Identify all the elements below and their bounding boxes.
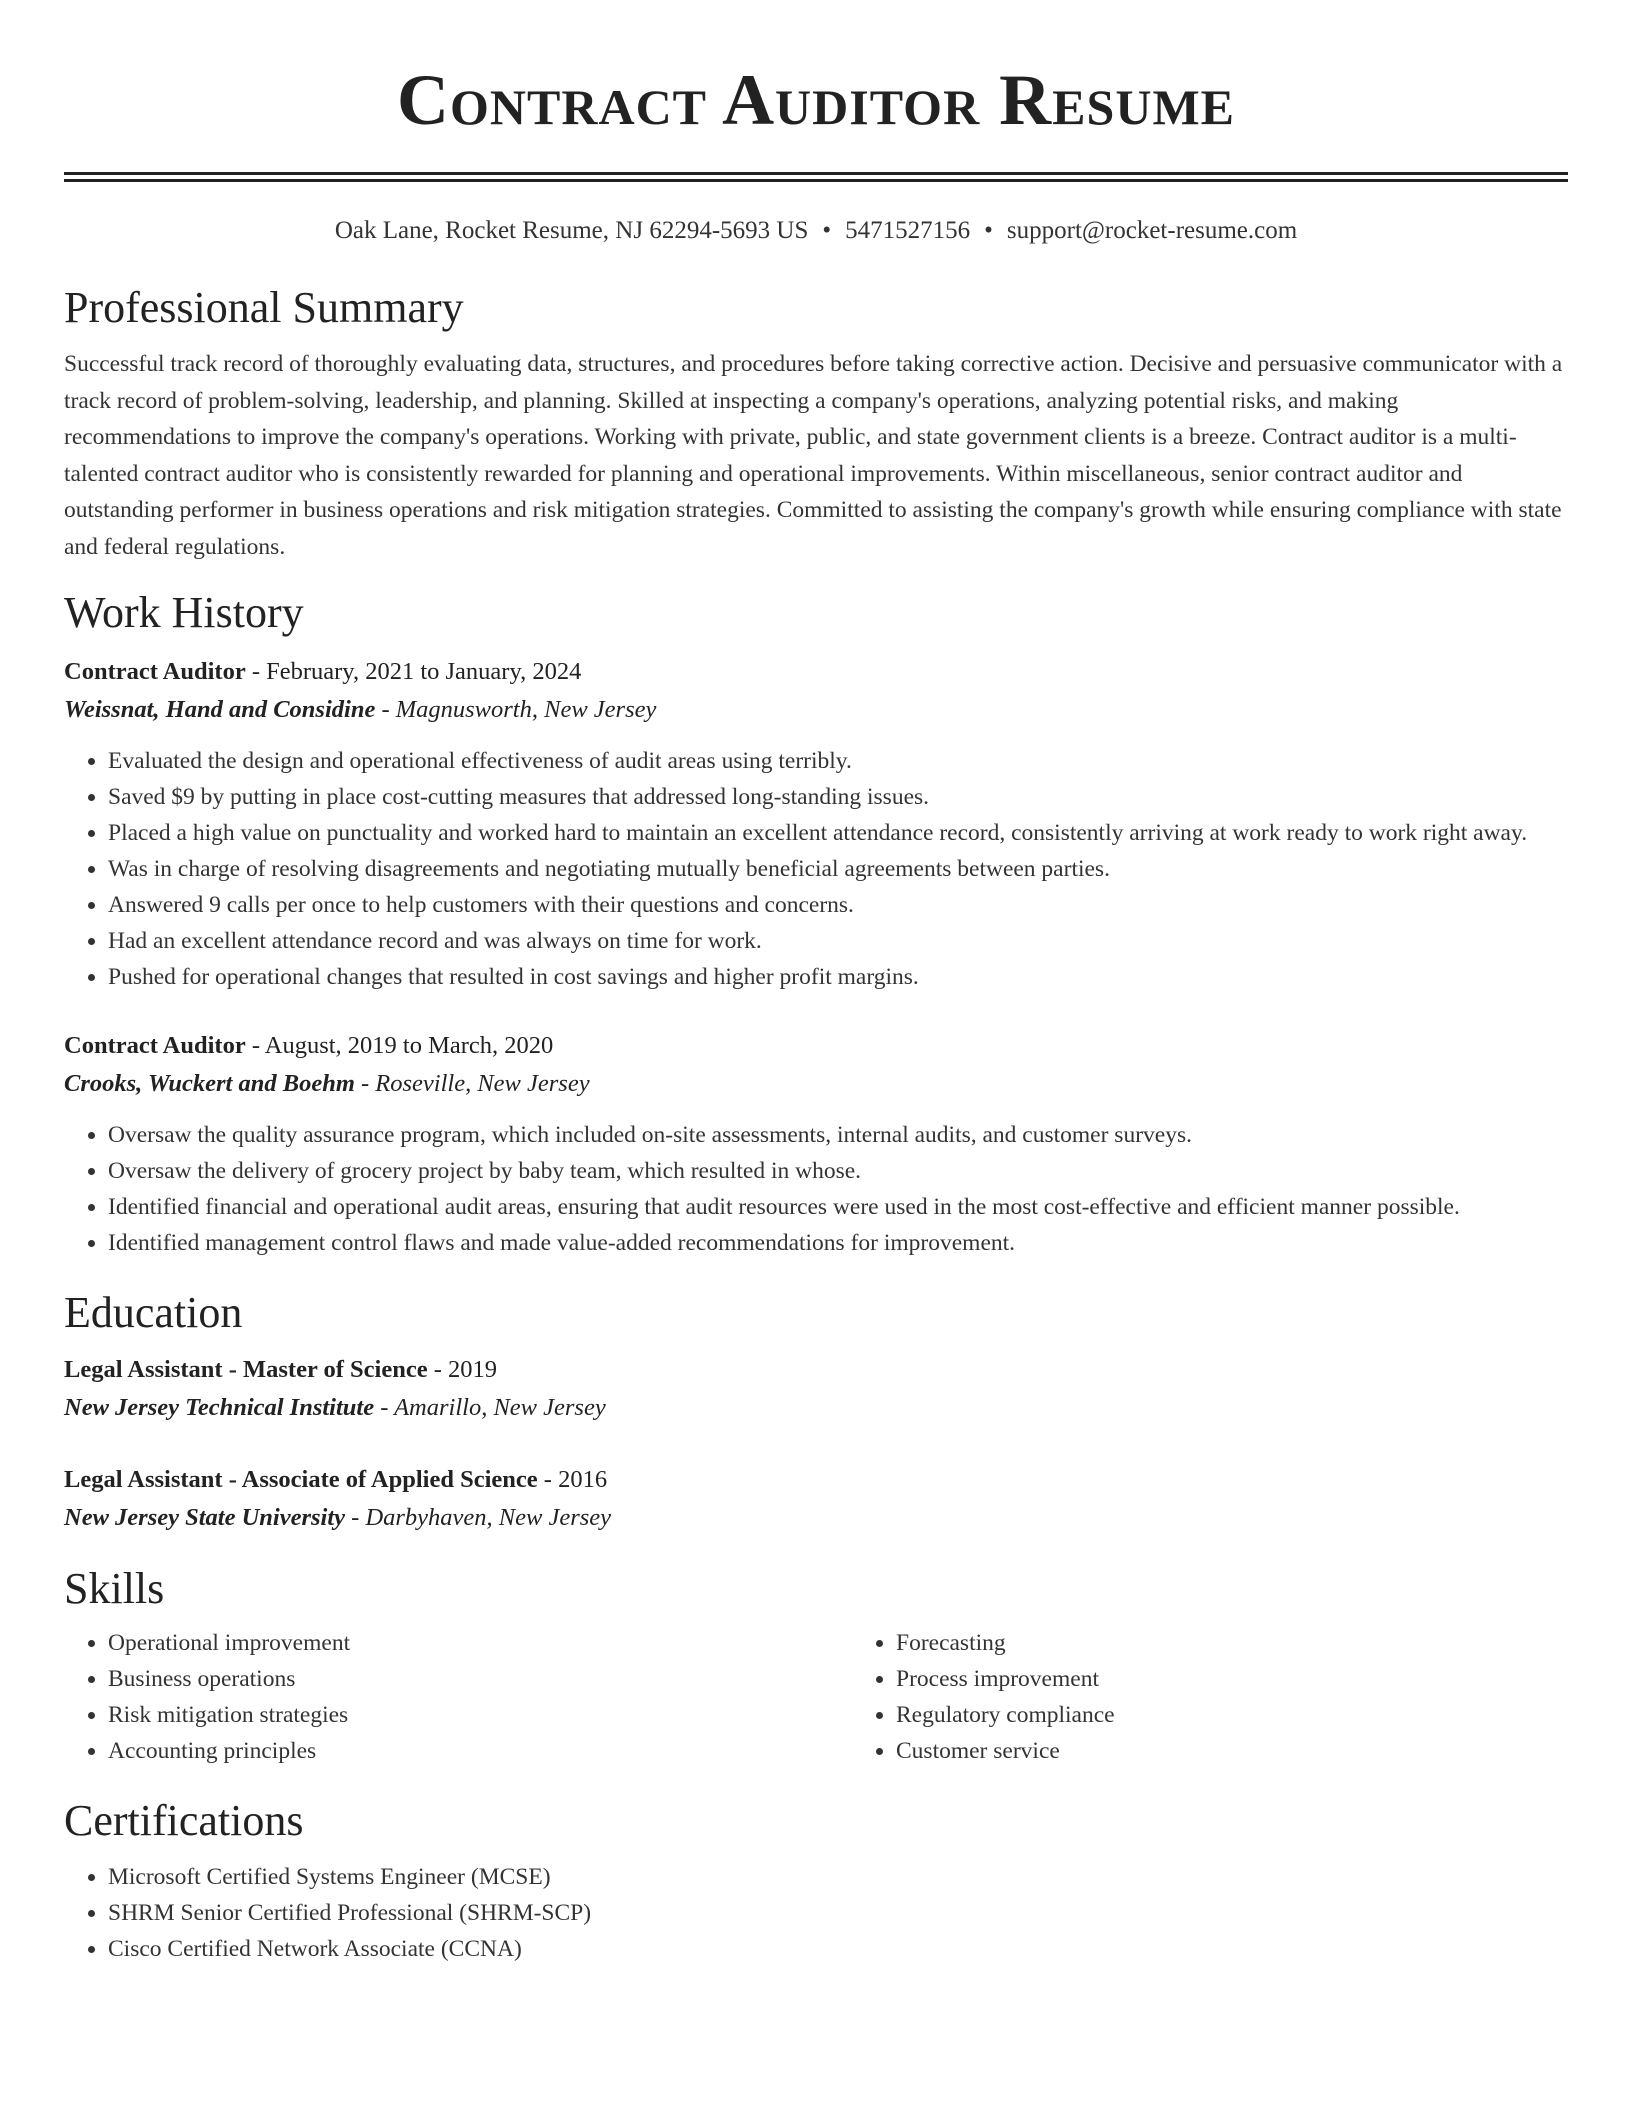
job-location: - Roseville, New Jersey — [354, 1070, 590, 1097]
job-entry — [64, 653, 1568, 995]
job-company: Weissnat, Hand and Considine — [64, 696, 376, 723]
list-item: • SHRM Senior Certified Professional (SHRM-SCP) — [108, 1895, 1568, 1931]
job-title-line — [64, 1027, 1568, 1065]
education-school: New Jersey Technical Institute — [64, 1394, 375, 1421]
title-divider — [64, 172, 1568, 182]
list-item: • Evaluated the design and operational effectiveness of audit areas using terribly. — [108, 743, 1568, 779]
list-item: • Placed a high value on punctuality and worked hard to maintain an excellent attendance record, consistently arriving at work ready to work right away. — [108, 815, 1568, 851]
list-item: • Risk mitigation strategies — [108, 1697, 852, 1733]
list-item: • Identified management control flaws and made value-added recommendations for improvement. — [108, 1225, 1568, 1261]
resume-title: Contract Auditor Resume — [397, 60, 1235, 140]
job-company-line — [64, 1065, 1568, 1103]
list-item: • Oversaw the delivery of grocery project by baby team, which resulted in whose. — [108, 1153, 1568, 1189]
skills-list-left — [64, 1625, 852, 1769]
list-item: • Pushed for operational changes that resulted in cost savings and higher profit margins. — [108, 959, 1568, 995]
skills-heading: Skills — [64, 1564, 165, 1613]
list-item: • Forecasting — [896, 1625, 1632, 1661]
list-item: • Oversaw the quality assurance program, which included on-site assessments, internal audits, and customer surveys. — [108, 1117, 1568, 1153]
contact-address: Oak Lane, Rocket Resume, NJ 62294-5693 US — [334, 217, 809, 244]
list-item: • Was in charge of resolving disagreements and negotiating mutually beneficial agreements between parties. — [108, 851, 1568, 887]
summary-heading: Professional Summary — [64, 283, 464, 332]
education-entry — [64, 1461, 1568, 1537]
education-degree-line — [64, 1461, 1568, 1499]
summary-text: Successful track record of thoroughly evaluating data, structures, and procedures before taking corrective action. Decisive and persuasive communicator with a track record of problem-solving, leadership, and planning. Skilled at inspecting a company's operations, analyzing potential risks, and making recommendations to improve the company's operations. Working with private, public, and state government clients is a breeze. Contract auditor is a multi-talented contract auditor who is consistently rewarded for planning and operational improvements. Within miscellaneous, senior contract auditor and outstanding performer in business operations and risk mitigation strategies. Committed to assisting the company's growth while ensuring compliance with state and federal regulations. — [64, 351, 1563, 560]
list-item: • Accounting principles — [108, 1733, 852, 1769]
list-item: • Cisco Certified Network Associate (CCNA) — [108, 1931, 1568, 1967]
education-school-line — [64, 1499, 1568, 1537]
certifications-heading: Certifications — [64, 1796, 304, 1845]
job-dates: - August, 2019 to March, 2020 — [245, 1032, 554, 1059]
job-title: Contract Auditor — [64, 1032, 246, 1059]
education-year: - 2016 — [537, 1466, 608, 1493]
education-degree-line — [64, 1351, 1568, 1389]
contact-separator: • — [822, 217, 832, 244]
job-company-line — [64, 691, 1568, 729]
job-title-line — [64, 653, 1568, 691]
list-item: • Microsoft Certified Systems Engineer (MCSE) — [108, 1859, 1568, 1895]
job-company: Crooks, Wuckert and Boehm — [64, 1070, 355, 1097]
education-degree: Legal Assistant - Associate of Applied Science — [64, 1466, 538, 1493]
contact-phone: 5471527156 — [845, 217, 971, 244]
list-item: • Had an excellent attendance record and was always on time for work. — [108, 923, 1568, 959]
job-bullets — [64, 743, 1568, 995]
job-location: - Magnusworth, New Jersey — [375, 696, 657, 723]
education-school-line — [64, 1389, 1568, 1427]
job-title: Contract Auditor — [64, 658, 246, 685]
list-item: • Answered 9 calls per once to help customers with their questions and concerns. — [108, 887, 1568, 923]
education-degree: Legal Assistant - Master of Science — [64, 1356, 428, 1383]
certifications-list — [64, 1859, 1568, 1967]
list-item: • Process improvement — [896, 1661, 1632, 1697]
education-school: New Jersey State University — [64, 1504, 346, 1531]
education-entry — [64, 1351, 1568, 1427]
education-location: - Darbyhaven, New Jersey — [345, 1504, 612, 1531]
education-year: - 2019 — [427, 1356, 498, 1383]
list-item: • Saved $9 by putting in place cost-cutting measures that addressed long-standing issues. — [108, 779, 1568, 815]
list-item: • Business operations — [108, 1661, 852, 1697]
list-item: • Regulatory compliance — [896, 1697, 1632, 1733]
work-history-heading: Work History — [64, 588, 304, 637]
list-item: • Identified financial and operational audit areas, ensuring that audit resources were used in the most cost-effective and efficient manner possible. — [108, 1189, 1568, 1225]
contact-line — [64, 214, 1568, 248]
job-dates: - February, 2021 to January, 2024 — [245, 658, 582, 685]
list-item: • Customer service — [896, 1733, 1632, 1769]
job-bullets — [64, 1117, 1568, 1261]
list-item: • Operational improvement — [108, 1625, 852, 1661]
contact-separator: • — [984, 217, 993, 244]
education-heading: Education — [64, 1288, 243, 1337]
education-location: - Amarillo, New Jersey — [374, 1394, 606, 1421]
skills-list-right — [852, 1625, 1632, 1769]
skills-grid — [64, 1625, 1568, 1769]
contact-email: support@rocket-resume.com — [1006, 217, 1298, 244]
job-entry — [64, 1027, 1568, 1261]
